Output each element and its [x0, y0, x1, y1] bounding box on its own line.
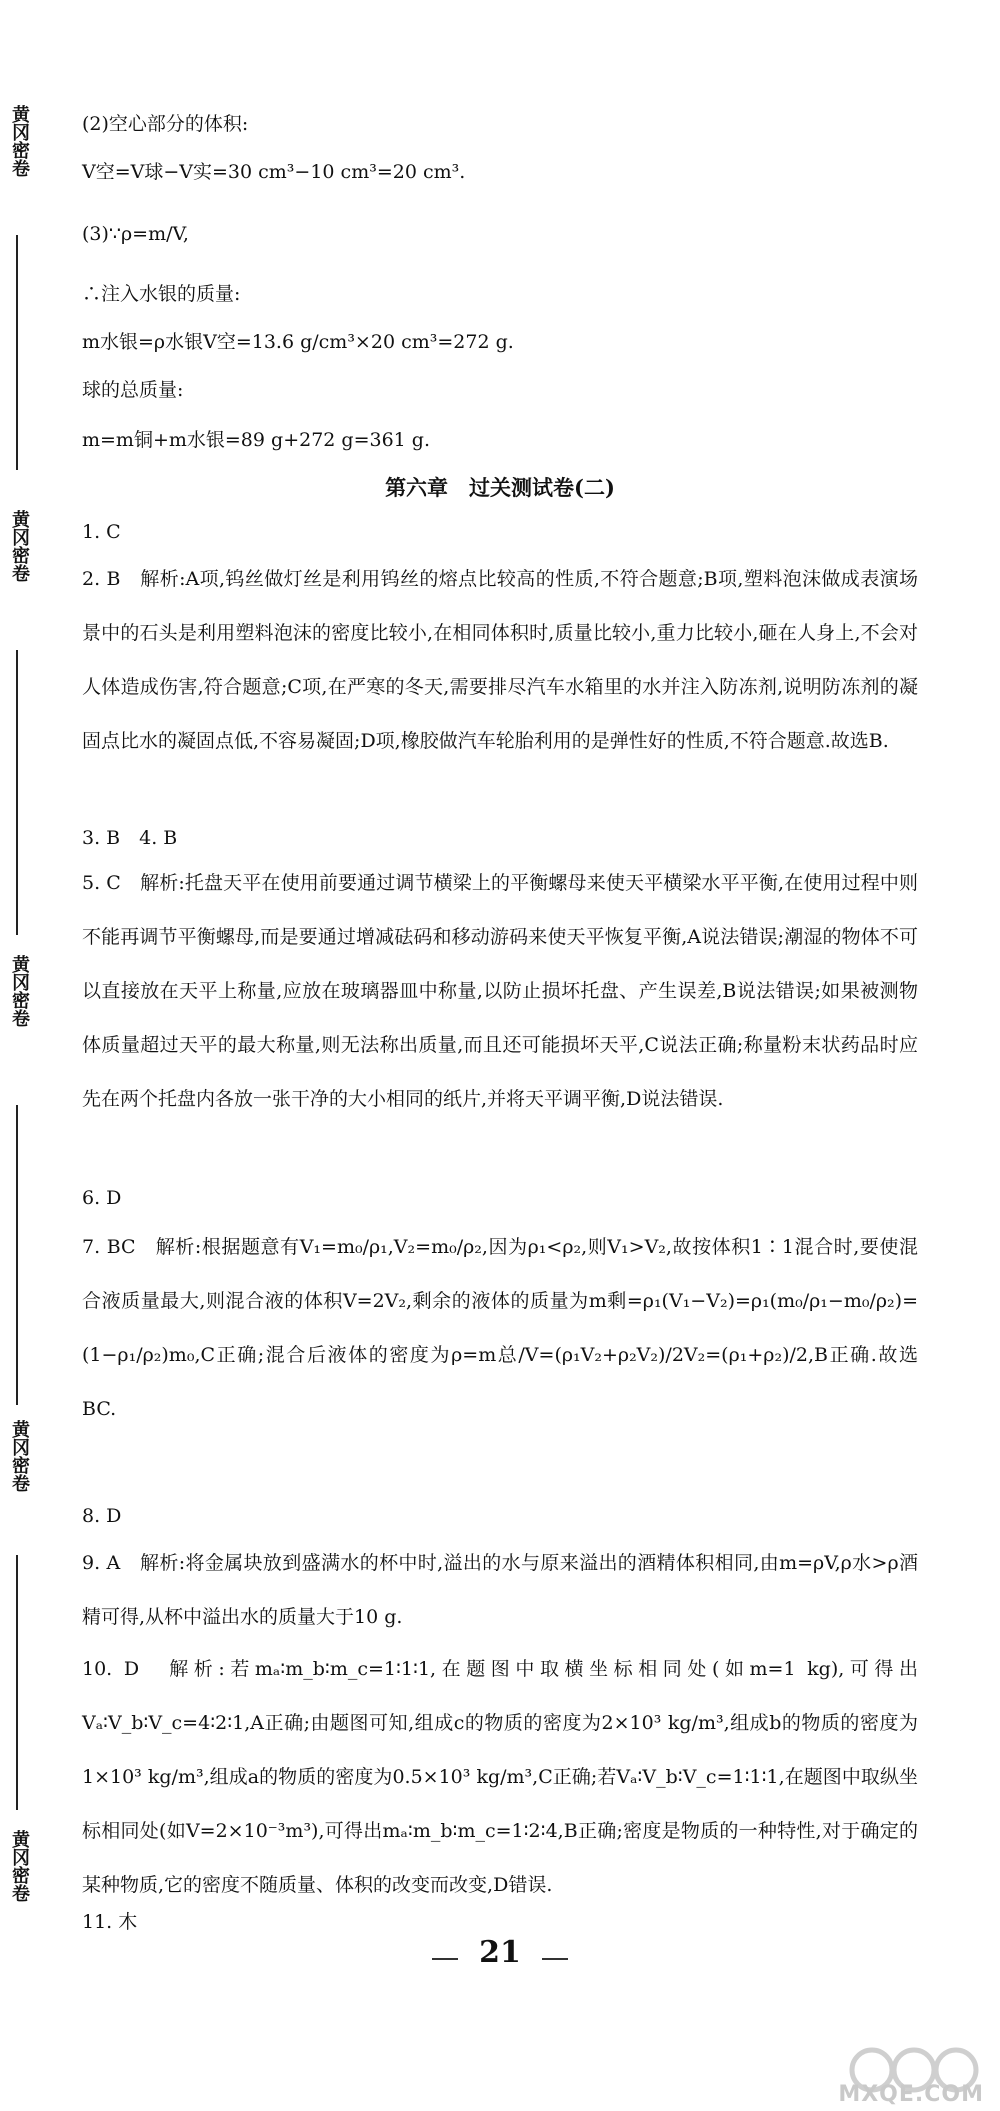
seal-label: 黄冈密卷 — [9, 1830, 30, 1902]
seal-label: 黄冈密卷 — [9, 105, 30, 177]
page-number: 21 — [479, 1935, 521, 1970]
prev-solution-line: (3)∵ρ=m/V, — [82, 223, 189, 245]
seal-label: 黄冈密卷 — [9, 510, 30, 582]
answer-item: 7. BC 解析:根据题意有V₁=m₀/ρ₁,V₂=m₀/ρ₂,因为ρ₁<ρ₂,则V₁>V₂,故按体积1∶1混合时,要使混合液质量最大,则混合液的体积V=2V₂,剩余的液体的质量为m剩=ρ₁(V₁−V₂)=ρ₁(m₀/ρ₁−m₀/ρ₂)=(1−ρ₁/ρ₂)m₀,C正确;混合后液体的密度为ρ=m总/V=(ρ₁V₂+ρ₂V₂)/2V₂=(ρ₁+ρ₂)/2,B正确.故选BC. — [82, 1236, 918, 1420]
prev-solution-line: m水银=ρ水银V空=13.6 g/cm³×20 cm³=272 g. — [82, 331, 514, 353]
prev-solution-line: V空=V球−V实=30 cm³−10 cm³=20 cm³. — [82, 161, 466, 183]
margin-rule — [16, 650, 18, 935]
answer-item: 3. B 4. B — [82, 827, 178, 849]
answer-item: 6. D — [82, 1187, 122, 1209]
seal-label: 黄冈密卷 — [9, 1420, 30, 1492]
section-title: 第六章 过关测试卷(二) — [385, 475, 615, 500]
binding-margin — [0, 0, 36, 2111]
prev-solution-line: m=m铜+m水银=89 g+272 g=361 g. — [82, 429, 431, 451]
answer-item: 5. C 解析:托盘天平在使用前要通过调节横梁上的平衡螺母来使天平横梁水平平衡,在使用过程中则不能再调节平衡螺母,而是要通过增减砝码和移动游码来使天平恢复平衡,A说法错误;潮湿的物体不可以直接放在天平上称量,应放在玻璃器皿中称量,以防止损坏托盘、产生误差,B说法错误;如果被测物体质量超过天平的最大称量,则无法称出质量,而且还可能损坏天平,C说法正确;称量粉末状药品时应先在两个托盘内各放一张干净的大小相同的纸片,并将天平调平衡,D说法错误. — [82, 872, 918, 1110]
prev-solution-line: (2)空心部分的体积: — [82, 113, 249, 135]
answer-item: 9. A 解析:将金属块放到盛满水的杯中时,溢出的水与原来溢出的酒精体积相同,由m=ρV,ρ水>ρ酒精可得,从杯中溢出水的质量大于10 g. — [82, 1552, 918, 1628]
answer-item: 8. D — [82, 1505, 122, 1527]
answer-item: 10. D 解析:若mₐ∶m_b∶m_c=1∶1∶1,在题图中取横坐标相同处(如m=1 kg),可得出Vₐ∶V_b∶V_c=4∶2∶1,A正确;由题图可知,组成c的物质的密度为2×10³ kg/m³,组成b的物质的密度为1×10³ kg/m³,组成a的物质的密度为0.5×10³ kg/m³,C正确;若Vₐ∶V_b∶V_c=1∶1∶1,在题图中取纵坐标相同处(如V=2×10⁻³m³),可得出mₐ∶m_b∶m_c=1∶2∶4,B正确;密度是物质的一种特性,对于确定的某种物质,它的密度不随质量、体积的改变而改变,D错误. — [82, 1658, 918, 1896]
prev-solution-line: 球的总质量: — [82, 379, 184, 401]
watermark-text: MXQE.COM — [838, 2082, 984, 2107]
seal-label: 黄冈密卷 — [9, 955, 30, 1027]
margin-rule — [16, 235, 18, 470]
page-number-dash — [542, 1958, 568, 1960]
prev-solution-line: ∴注入水银的质量: — [82, 283, 241, 305]
answer-item: 11. 木 — [82, 1911, 138, 1933]
margin-rule — [16, 1555, 18, 1810]
margin-rule — [16, 1105, 18, 1405]
answer-item: 1. C — [82, 521, 121, 543]
answer-item: 2. B 解析:A项,钨丝做灯丝是利用钨丝的熔点比较高的性质,不符合题意;B项,塑料泡沫做成表演场景中的石头是利用塑料泡沫的密度比较小,在相同体积时,质量比较小,重力比较小,砸在人身上,不会对人体造成伤害,符合题意;C项,在严寒的冬天,需要排尽汽车水箱里的水并注入防冻剂,说明防冻剂的凝固点比水的凝固点低,不容易凝固;D项,橡胶做汽车轮胎利用的是弹性好的性质,不符合题意.故选B. — [82, 568, 918, 752]
